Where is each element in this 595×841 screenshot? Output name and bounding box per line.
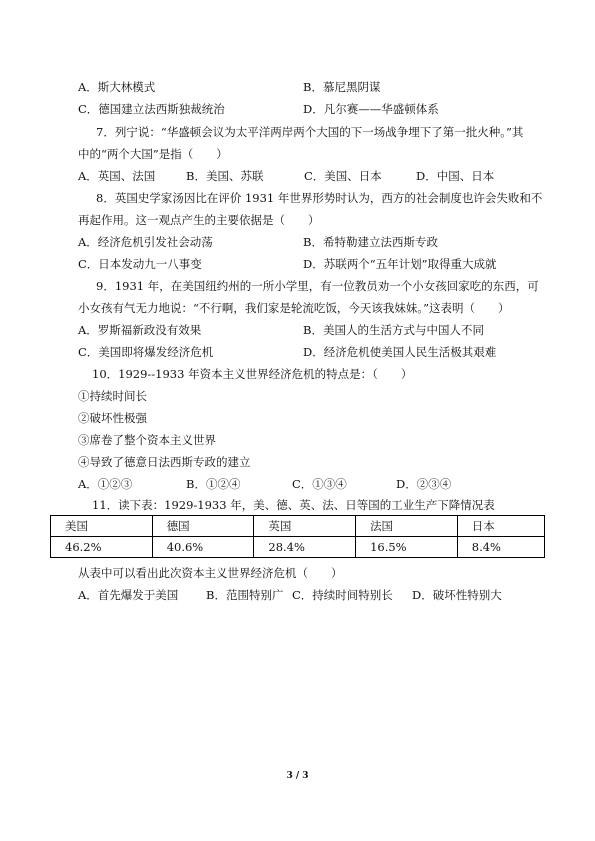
table-header-cell: 美国	[51, 516, 153, 537]
q9-option-d: D．经济危机使美国人民生活极其艰难	[303, 345, 497, 359]
q6-option-d: D．凡尔赛——华盛顿体系	[303, 102, 439, 116]
q8-option-a: A．经济危机引发社会动荡	[78, 235, 213, 249]
q10-option-c: C．①③④	[292, 477, 347, 491]
q9-stem-line1: 9．1931 年，在美国纽约州的一所小学里，有一位教员劝一个小女孩回家吃的东西，可	[96, 279, 539, 293]
q7-option-b: B．美国、苏联	[186, 169, 264, 183]
q9-option-c: C．美国即将爆发经济危机	[78, 345, 214, 359]
q10-item-4: ④导致了德意日法西斯专政的建立	[78, 455, 251, 469]
q8-stem-line1: 8．英国史学家汤因比在评价 1931 年世界形势时认为，西方的社会制度也许会失败和不	[96, 191, 543, 205]
q8-option-b: B．希特勒建立法西斯专政	[303, 235, 438, 249]
table-cell: 8.4%	[457, 537, 544, 558]
q11-stem: 11．读下表：1929-1933 年，美、德、英、法、日等国的工业生产下降情况表	[92, 498, 495, 512]
q10-option-b: B．①②④	[186, 477, 241, 491]
q10-item-2: ②破坏性极强	[78, 411, 147, 425]
table-cell: 28.4%	[254, 537, 356, 558]
table-row	[51, 537, 545, 558]
q10-stem: 10．1929--1933 年资本主义世界经济危机的特点是：（ ）	[92, 367, 413, 381]
q11-option-c: C．持续时间特别长	[292, 588, 393, 602]
q10-item-1: ①持续时间长	[78, 389, 147, 403]
table-cell: 40.6%	[152, 537, 254, 558]
q11-option-a: A．首先爆发于美国	[78, 588, 179, 602]
q6-option-c: C．德国建立法西斯独裁统治	[78, 102, 225, 116]
q7-option-d: D．中国、日本	[416, 169, 495, 183]
q8-stem-line2: 再起作用。这一观点产生的主要依据是（ ）	[78, 213, 320, 227]
table-cell: 16.5%	[356, 537, 458, 558]
q6-option-b: B．慕尼黑阴谋	[303, 80, 381, 94]
q9-stem-line2: 小女孩有气无力地说：“不行啊，我们家是轮流吃饭，今天该我妹妹。”这表明（ ）	[78, 301, 510, 315]
q11-option-b: B．范围特别广	[206, 588, 284, 602]
table-header-row	[51, 516, 545, 537]
q9-option-a: A．罗斯福新政没有效果	[78, 323, 202, 337]
q10-item-3: ③席卷了整个资本主义世界	[78, 433, 216, 447]
production-decline-table	[50, 515, 545, 558]
q10-option-d: D．②③④	[396, 477, 452, 491]
q6-option-a: A．斯大林模式	[78, 80, 156, 94]
q7-stem-line1: 7．列宁说：“华盛顿会议为太平洋两岸两个大国的下一场战争埋下了第一批火种。”其	[96, 125, 524, 139]
q7-stem-line2: 中的“两个大国”是指（ ）	[78, 147, 228, 161]
q11-option-d: D．破坏性特别大	[412, 588, 502, 602]
q7-option-a: A．英国、法国	[78, 169, 156, 183]
table-header-cell: 英国	[254, 516, 356, 537]
table-header-cell: 日本	[457, 516, 544, 537]
table-header-cell: 法国	[356, 516, 458, 537]
q7-option-c: C．美国、日本	[304, 169, 382, 183]
q10-option-a: A．①②③	[78, 477, 133, 491]
table-header-cell: 德国	[152, 516, 254, 537]
q11-question: 从表中可以看出此次资本主义世界经济危机（ ）	[78, 566, 343, 580]
page-number: 3 / 3	[286, 771, 309, 781]
q8-option-c: C．日本发动九一八事变	[78, 257, 202, 271]
q9-option-b: B．美国人的生活方式与中国人不同	[303, 323, 484, 337]
table-cell: 46.2%	[51, 537, 153, 558]
q8-option-d: D．苏联两个“五年计划”取得重大成就	[303, 257, 497, 271]
